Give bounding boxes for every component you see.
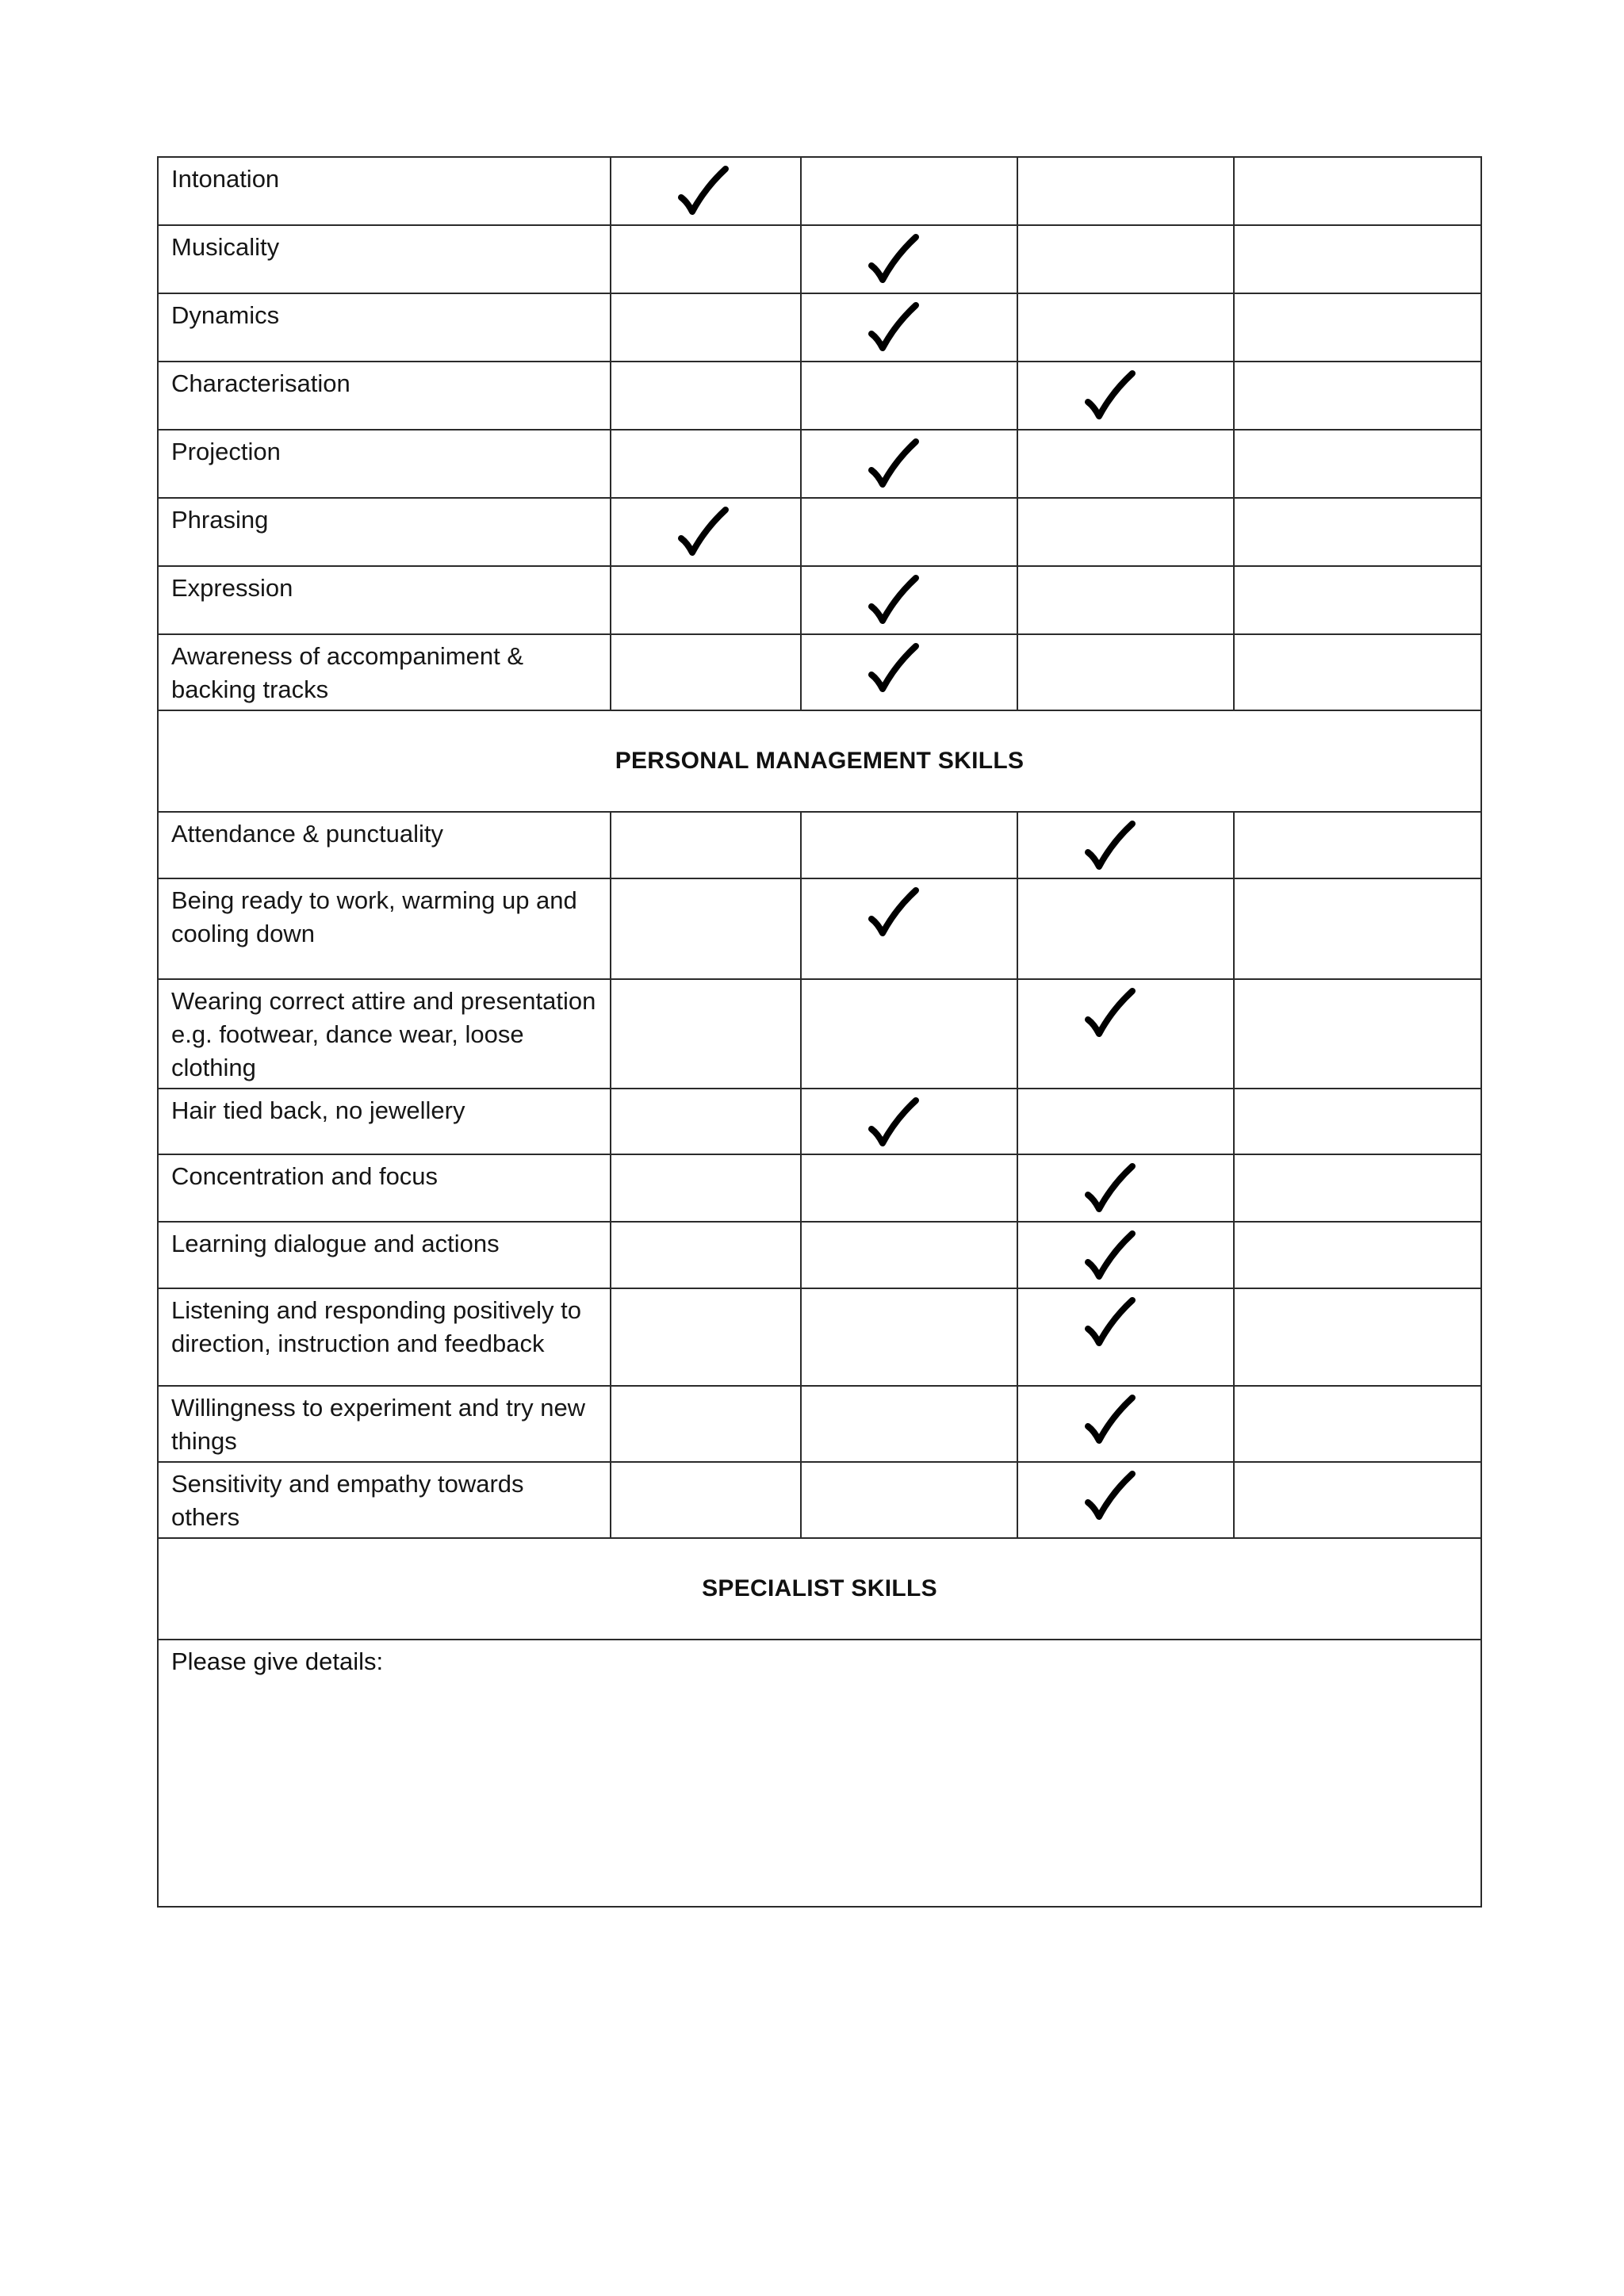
rating-cell[interactable] bbox=[1234, 566, 1481, 634]
rating-cell[interactable] bbox=[1017, 1462, 1234, 1538]
checkmark-icon bbox=[865, 640, 929, 703]
table-row bbox=[158, 498, 1481, 566]
rating-cell[interactable] bbox=[1017, 1288, 1234, 1386]
rating-cell[interactable] bbox=[801, 157, 1017, 225]
table-row bbox=[158, 1386, 1481, 1462]
rating-cell[interactable] bbox=[611, 293, 801, 362]
checkmark-icon bbox=[865, 299, 929, 362]
rating-cell[interactable] bbox=[1017, 634, 1234, 710]
skill-label: Concentration and focus bbox=[158, 1154, 611, 1222]
rating-cell[interactable] bbox=[1234, 362, 1481, 430]
checkmark-icon bbox=[675, 163, 738, 226]
table-row bbox=[158, 1089, 1481, 1154]
skill-label: Hair tied back, no jewellery bbox=[158, 1089, 611, 1154]
rating-cell[interactable] bbox=[801, 566, 1017, 634]
rating-cell[interactable] bbox=[1017, 430, 1234, 498]
rating-cell[interactable] bbox=[611, 225, 801, 293]
table-row bbox=[158, 566, 1481, 634]
rating-cell[interactable] bbox=[611, 1386, 801, 1462]
table-row bbox=[158, 878, 1481, 979]
rating-cell[interactable] bbox=[801, 634, 1017, 710]
rating-cell[interactable] bbox=[1017, 1089, 1234, 1154]
rating-cell[interactable] bbox=[1234, 293, 1481, 362]
rating-cell[interactable] bbox=[801, 362, 1017, 430]
table-row bbox=[158, 362, 1481, 430]
specialist-skills-heading: SPECIALIST SKILLS bbox=[158, 1538, 1481, 1640]
rating-cell[interactable] bbox=[1017, 498, 1234, 566]
rating-cell[interactable] bbox=[611, 157, 801, 225]
table-row bbox=[158, 1222, 1481, 1288]
rating-cell[interactable] bbox=[1017, 157, 1234, 225]
table-row bbox=[158, 812, 1481, 878]
table-row bbox=[158, 157, 1481, 225]
skill-label: Projection bbox=[158, 430, 611, 498]
rating-cell[interactable] bbox=[801, 1288, 1017, 1386]
checkmark-icon bbox=[1082, 1391, 1145, 1455]
skill-label: Listening and responding positively to direction, instruction and feedback bbox=[158, 1288, 611, 1386]
checkmark-icon bbox=[1082, 1227, 1145, 1291]
rating-cell[interactable] bbox=[611, 1288, 801, 1386]
table-row bbox=[158, 1462, 1481, 1538]
checkmark-icon bbox=[865, 572, 929, 635]
rating-cell[interactable] bbox=[1017, 812, 1234, 878]
skill-label: Learning dialogue and actions bbox=[158, 1222, 611, 1288]
rating-cell[interactable] bbox=[801, 430, 1017, 498]
skill-label: Attendance & punctuality bbox=[158, 812, 611, 878]
rating-cell[interactable] bbox=[611, 1089, 801, 1154]
rating-cell[interactable] bbox=[1017, 566, 1234, 634]
rating-cell[interactable] bbox=[1017, 225, 1234, 293]
rating-cell[interactable] bbox=[801, 1386, 1017, 1462]
skill-label: Dynamics bbox=[158, 293, 611, 362]
rating-cell[interactable] bbox=[801, 1462, 1017, 1538]
rating-cell[interactable] bbox=[1234, 157, 1481, 225]
rating-cell[interactable] bbox=[1234, 1089, 1481, 1154]
skill-label: Being ready to work, warming up and cooling down bbox=[158, 878, 611, 979]
checkmark-icon bbox=[865, 884, 929, 947]
rating-cell[interactable] bbox=[801, 293, 1017, 362]
rating-cell[interactable] bbox=[611, 812, 801, 878]
checkmark-icon bbox=[865, 231, 929, 294]
checkmark-icon bbox=[865, 1094, 929, 1158]
skill-label: Intonation bbox=[158, 157, 611, 225]
rating-cell[interactable] bbox=[1234, 979, 1481, 1089]
rating-cell[interactable] bbox=[1234, 430, 1481, 498]
skill-label: Wearing correct attire and presentation e.g. footwear, dance wear, loose clothing bbox=[158, 979, 611, 1089]
section-heading-row bbox=[158, 1538, 1481, 1640]
rating-cell[interactable] bbox=[611, 362, 801, 430]
rating-cell[interactable] bbox=[1234, 225, 1481, 293]
rating-cell[interactable] bbox=[1017, 1386, 1234, 1462]
checkmark-icon bbox=[1082, 1160, 1145, 1223]
rating-cell[interactable] bbox=[611, 1222, 801, 1288]
rating-cell[interactable] bbox=[1017, 979, 1234, 1089]
rating-cell[interactable] bbox=[1234, 1386, 1481, 1462]
rating-cell[interactable] bbox=[801, 225, 1017, 293]
skill-label: Phrasing bbox=[158, 498, 611, 566]
rating-cell[interactable] bbox=[1234, 1222, 1481, 1288]
skill-label: Sensitivity and empathy towards others bbox=[158, 1462, 611, 1538]
checkmark-icon bbox=[865, 435, 929, 499]
checkmark-icon bbox=[1082, 985, 1145, 1048]
table-row bbox=[158, 634, 1481, 710]
skill-label: Awareness of accompaniment & backing tracks bbox=[158, 634, 611, 710]
rating-cell[interactable] bbox=[801, 1154, 1017, 1222]
checkmark-icon bbox=[1082, 1294, 1145, 1357]
rating-cell[interactable] bbox=[801, 979, 1017, 1089]
rating-cell[interactable] bbox=[611, 878, 801, 979]
personal-management-heading: PERSONAL MANAGEMENT SKILLS bbox=[158, 710, 1481, 812]
rating-cell[interactable] bbox=[611, 430, 801, 498]
checkmark-icon bbox=[1082, 367, 1145, 430]
table-row bbox=[158, 225, 1481, 293]
skill-label: Musicality bbox=[158, 225, 611, 293]
table-row bbox=[158, 1154, 1481, 1222]
table-row bbox=[158, 430, 1481, 498]
rating-cell[interactable] bbox=[1234, 1288, 1481, 1386]
rating-cell[interactable] bbox=[611, 498, 801, 566]
table-row bbox=[158, 1288, 1481, 1386]
checkmark-icon bbox=[675, 503, 738, 567]
rating-cell[interactable] bbox=[611, 979, 801, 1089]
rating-cell[interactable] bbox=[611, 566, 801, 634]
skill-label: Willingness to experiment and try new things bbox=[158, 1386, 611, 1462]
rating-cell[interactable] bbox=[801, 1089, 1017, 1154]
rating-cell[interactable] bbox=[1017, 878, 1234, 979]
rating-cell[interactable] bbox=[1234, 498, 1481, 566]
details-cell[interactable] bbox=[158, 1640, 1481, 1907]
details-label: Please give details: bbox=[171, 1647, 384, 1675]
rating-cell[interactable] bbox=[1017, 362, 1234, 430]
checkmark-icon bbox=[1082, 1468, 1145, 1531]
rating-cell[interactable] bbox=[611, 1154, 801, 1222]
rating-cell[interactable] bbox=[1017, 1222, 1234, 1288]
checkmark-icon bbox=[1082, 817, 1145, 881]
skill-label: Characterisation bbox=[158, 362, 611, 430]
rating-cell[interactable] bbox=[801, 812, 1017, 878]
rating-cell[interactable] bbox=[1234, 1462, 1481, 1538]
rating-cell[interactable] bbox=[611, 634, 801, 710]
skill-label: Expression bbox=[158, 566, 611, 634]
table-row bbox=[158, 979, 1481, 1089]
rating-cell[interactable] bbox=[1234, 878, 1481, 979]
rating-cell[interactable] bbox=[1234, 634, 1481, 710]
table-row bbox=[158, 293, 1481, 362]
rating-cell[interactable] bbox=[1234, 1154, 1481, 1222]
rating-cell[interactable] bbox=[1017, 293, 1234, 362]
skills-assessment-table bbox=[157, 156, 1482, 1908]
rating-cell[interactable] bbox=[611, 1462, 801, 1538]
details-row bbox=[158, 1640, 1481, 1907]
rating-cell[interactable] bbox=[1234, 812, 1481, 878]
rating-cell[interactable] bbox=[801, 878, 1017, 979]
rating-cell[interactable] bbox=[801, 498, 1017, 566]
rating-cell[interactable] bbox=[801, 1222, 1017, 1288]
section-heading-row bbox=[158, 710, 1481, 812]
rating-cell[interactable] bbox=[1017, 1154, 1234, 1222]
